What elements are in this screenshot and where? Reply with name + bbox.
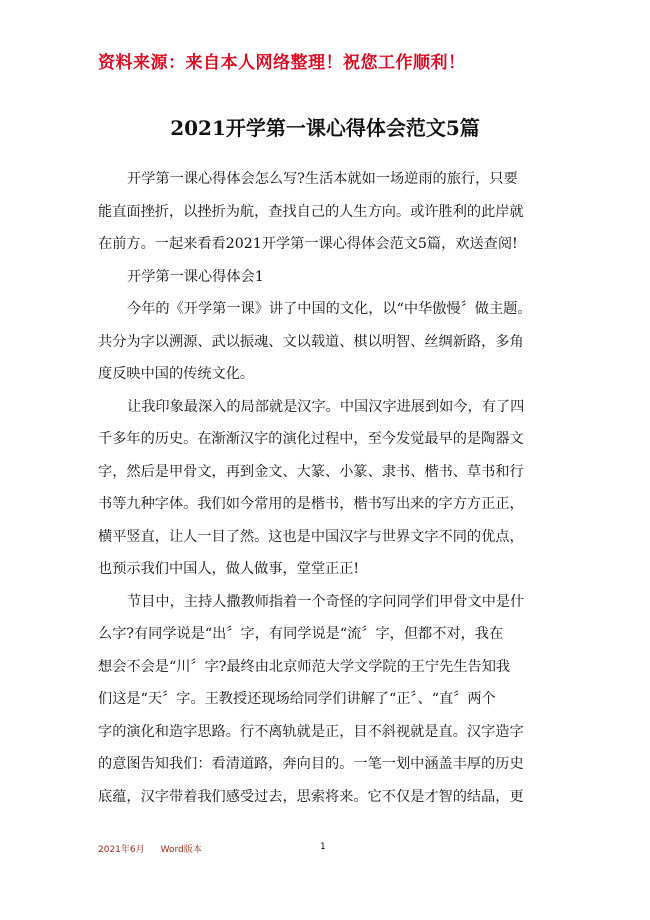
text-line: 们这是“天〞字。王教授还现场给同学们讲解了“正〞、“直〞两个: [98, 691, 496, 707]
text-line: 能直面挫折，以挫折为航，查找自己的人生方向。或许胜利的此岸就: [98, 203, 524, 220]
section-heading: 开学第一课心得体会1: [127, 268, 264, 285]
text-line: 想会不会是“川〞字?最终由北京师范大学文学院的王宁先生告知我: [98, 658, 511, 675]
text-line: 在前方。一起来看看2021开学第一课心得体会范文5篇，欢送查阅!: [98, 236, 518, 252]
text-line: 书等九种字体。我们如今常用的是楷书，楷书写出来的字方方正正，: [98, 496, 524, 512]
text-line: 开学第一课心得体会怎么写?生活本就如一场逆雨的旅行，只要: [127, 171, 518, 187]
text-line: 字的演化和造字思路。行不离轨就是正，目不斜视就是直。汉字造字: [98, 723, 524, 740]
text-line: 底蕴，汉字带着我们感受过去，思索将来。它不仅是才智的结晶，更: [98, 788, 524, 805]
footer-info: [98, 842, 202, 855]
text-line: 度反映中国的传统文化。: [98, 366, 255, 382]
footer-version: Word版本: [160, 845, 202, 855]
text-line: 让我印象最深入的局部就是汉字。中国汉字进展到如今，有了四: [127, 398, 525, 415]
text-line: 今年的《开学第一课》讲了中国的文化，以“中华傲慢〞做主题。: [127, 301, 532, 317]
source-banner: 资料来源：来自本人网络整理！祝您工作顺利！: [98, 53, 466, 73]
page-number: 1: [320, 842, 326, 852]
document-title: 2021开学第一课心得体会范文5篇: [170, 116, 480, 140]
text-line: 节目中，主持人撒教师指着一个奇怪的字问同学们甲骨文中是什: [127, 593, 525, 610]
document-body: [98, 163, 568, 813]
text-line: 字，然后是甲骨文，再到金文、大篆、小篆、隶书、楷书、草书和行: [98, 463, 524, 480]
text-line: 的意图告知我们：看清道路，奔向目的。一笔一划中涵盖丰厚的历史: [98, 756, 524, 772]
text-line: 千多年的历史。在渐渐汉字的演化过程中，至今发觉最早的是陶器文: [98, 431, 524, 447]
footer-date: 2021年6月: [98, 845, 145, 855]
text-line: 共分为字以溯源、武以振魂、文以载道、棋以明智、丝绸新路，多角: [98, 333, 524, 350]
text-line: 横平竖直，让人一目了然。这也是中国汉字与世界文字不同的优点，: [98, 528, 524, 545]
text-line: 么字?有同学说是“出〞字，有同学说是“流〞字，但都不对，我在: [98, 626, 504, 642]
text-line: 也预示我们中国人，做人做事，堂堂正正!: [98, 561, 360, 577]
